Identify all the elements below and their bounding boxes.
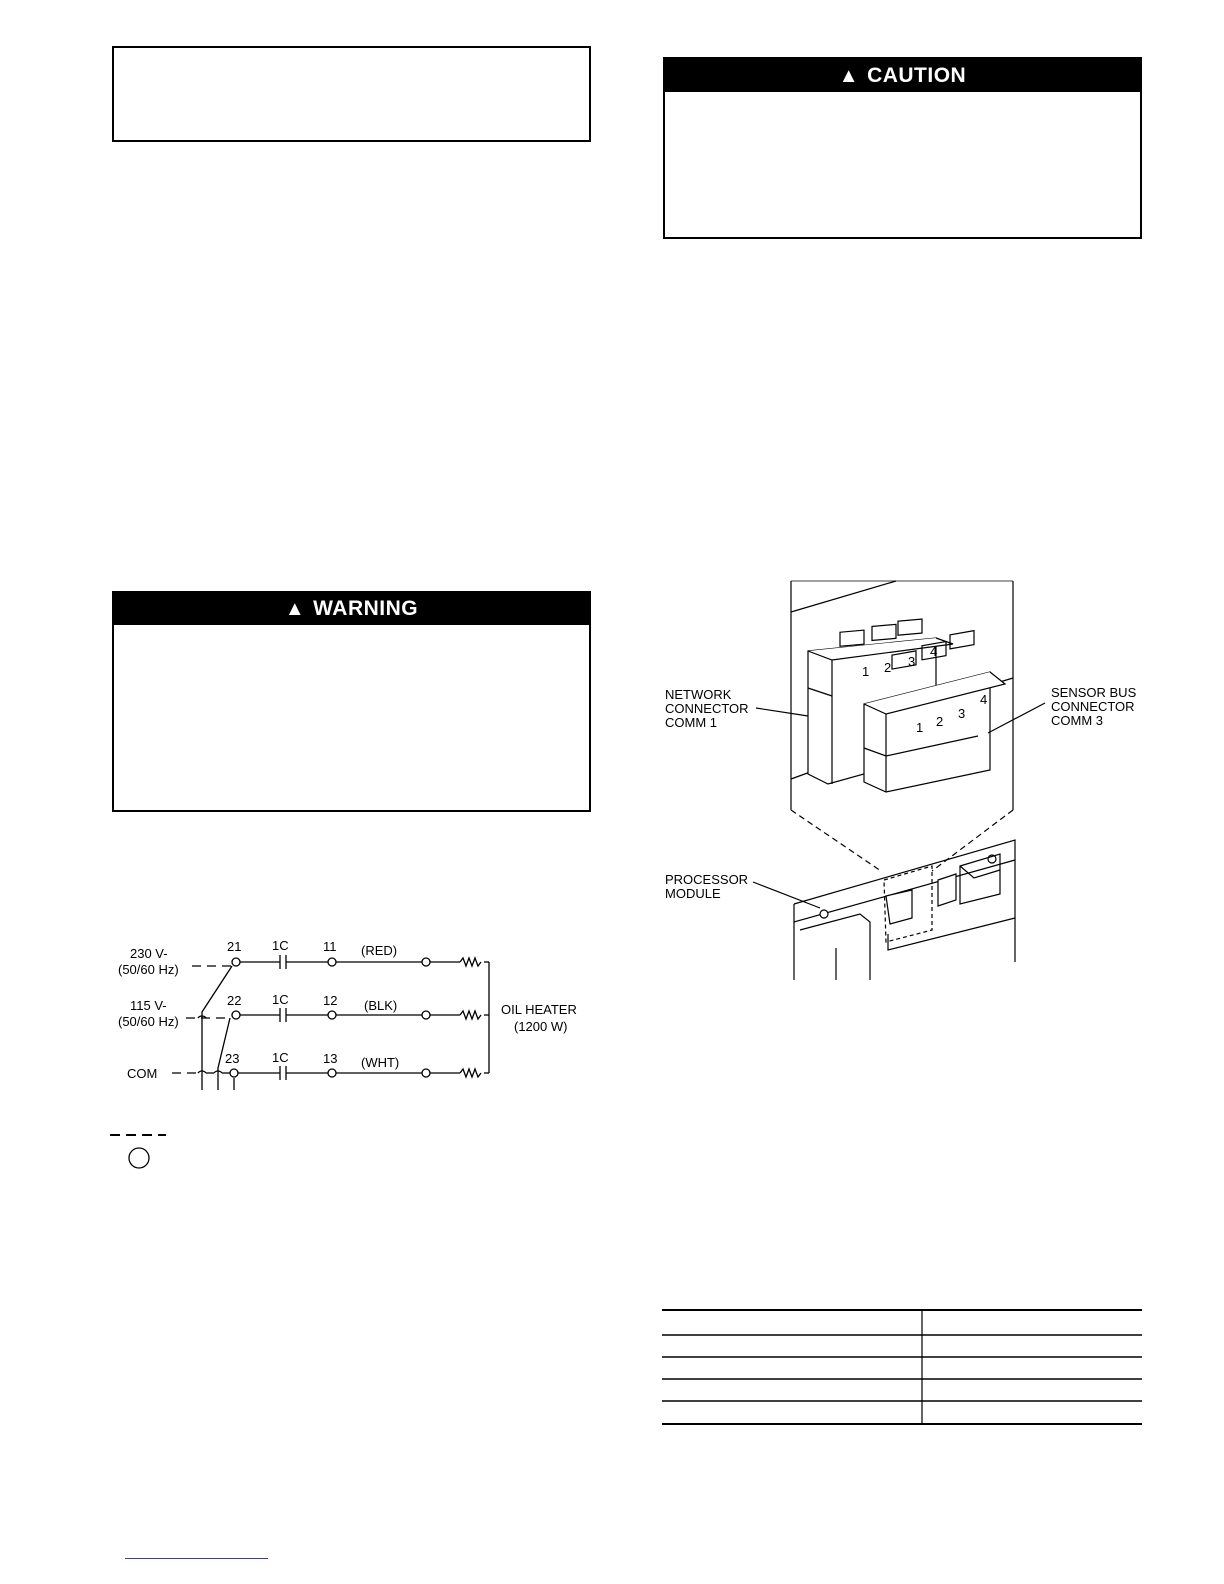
contact-1c-a: 1C [272, 938, 289, 953]
terminal-11: 11 [323, 939, 337, 954]
supply-115-label: 115 V- [130, 998, 167, 1013]
wire-color-blk: (BLK) [364, 998, 398, 1013]
terminal-22: 22 [227, 993, 242, 1008]
wire-color-wht: (WHT) [361, 1055, 400, 1070]
terminal-legend-icon [129, 1148, 149, 1168]
terminal-13: 13 [323, 1051, 338, 1066]
warning-banner [114, 593, 589, 625]
caution-banner [665, 59, 1140, 92]
com-label: COM [127, 1066, 158, 1081]
sensor-label-line1: SENSOR BUS [1051, 685, 1137, 700]
processor-module [794, 840, 1015, 980]
processor-label-line1: PROCESSOR [665, 872, 749, 887]
note-box-top-left [112, 46, 591, 142]
caution-box [663, 57, 1142, 239]
supply-230-label: 230 V- [130, 946, 168, 961]
network-label-line2: CONNECTOR [665, 701, 749, 716]
network-pin-4: 4 [930, 644, 938, 659]
sensor-pin-1: 1 [916, 720, 924, 735]
network-label-line1: NETWORK [665, 687, 732, 702]
terminal-12: 12 [323, 993, 338, 1008]
sensor-label-line2: CONNECTOR [1051, 699, 1135, 714]
diagram-legend-symbols [108, 1128, 178, 1173]
wire-color-red: (RED) [361, 943, 398, 958]
load-label: OIL HEATER [501, 1002, 577, 1017]
sensor-label-line3: COMM 3 [1051, 713, 1103, 728]
load-rating-label: (1200 W) [514, 1019, 568, 1034]
supply-230-freq-label: (50/60 Hz) [118, 962, 179, 977]
sensor-pin-4: 4 [980, 692, 988, 707]
terminal-21: 21 [227, 939, 242, 954]
footer-link-underline[interactable] [125, 1558, 268, 1559]
network-pin-2: 2 [884, 660, 892, 675]
warning-triangle-icon: ▲ [838, 65, 860, 87]
network-pin-1: 1 [862, 664, 870, 679]
warning-title: WARNING [313, 597, 419, 620]
network-pin-3: 3 [908, 654, 916, 669]
network-label-line3: COMM 1 [665, 715, 717, 730]
sensor-pin-3: 3 [958, 706, 966, 721]
rule-table [662, 1307, 1144, 1427]
processor-label-line2: MODULE [665, 886, 721, 901]
processor-module-connector-figure [660, 578, 1150, 983]
sensor-pin-2: 2 [936, 714, 944, 729]
warning-box [112, 591, 591, 812]
contact-1c-c: 1C [272, 1050, 289, 1065]
contact-1c-b: 1C [272, 992, 289, 1007]
caution-title: CAUTION [867, 64, 967, 87]
row-115 [232, 1008, 489, 1022]
oil-heater-wiring-diagram [100, 930, 600, 1100]
supply-115-freq-label: (50/60 Hz) [118, 1014, 179, 1029]
row-com [230, 1066, 489, 1080]
terminal-23: 23 [225, 1051, 240, 1066]
warning-triangle-icon: ▲ [284, 598, 306, 620]
